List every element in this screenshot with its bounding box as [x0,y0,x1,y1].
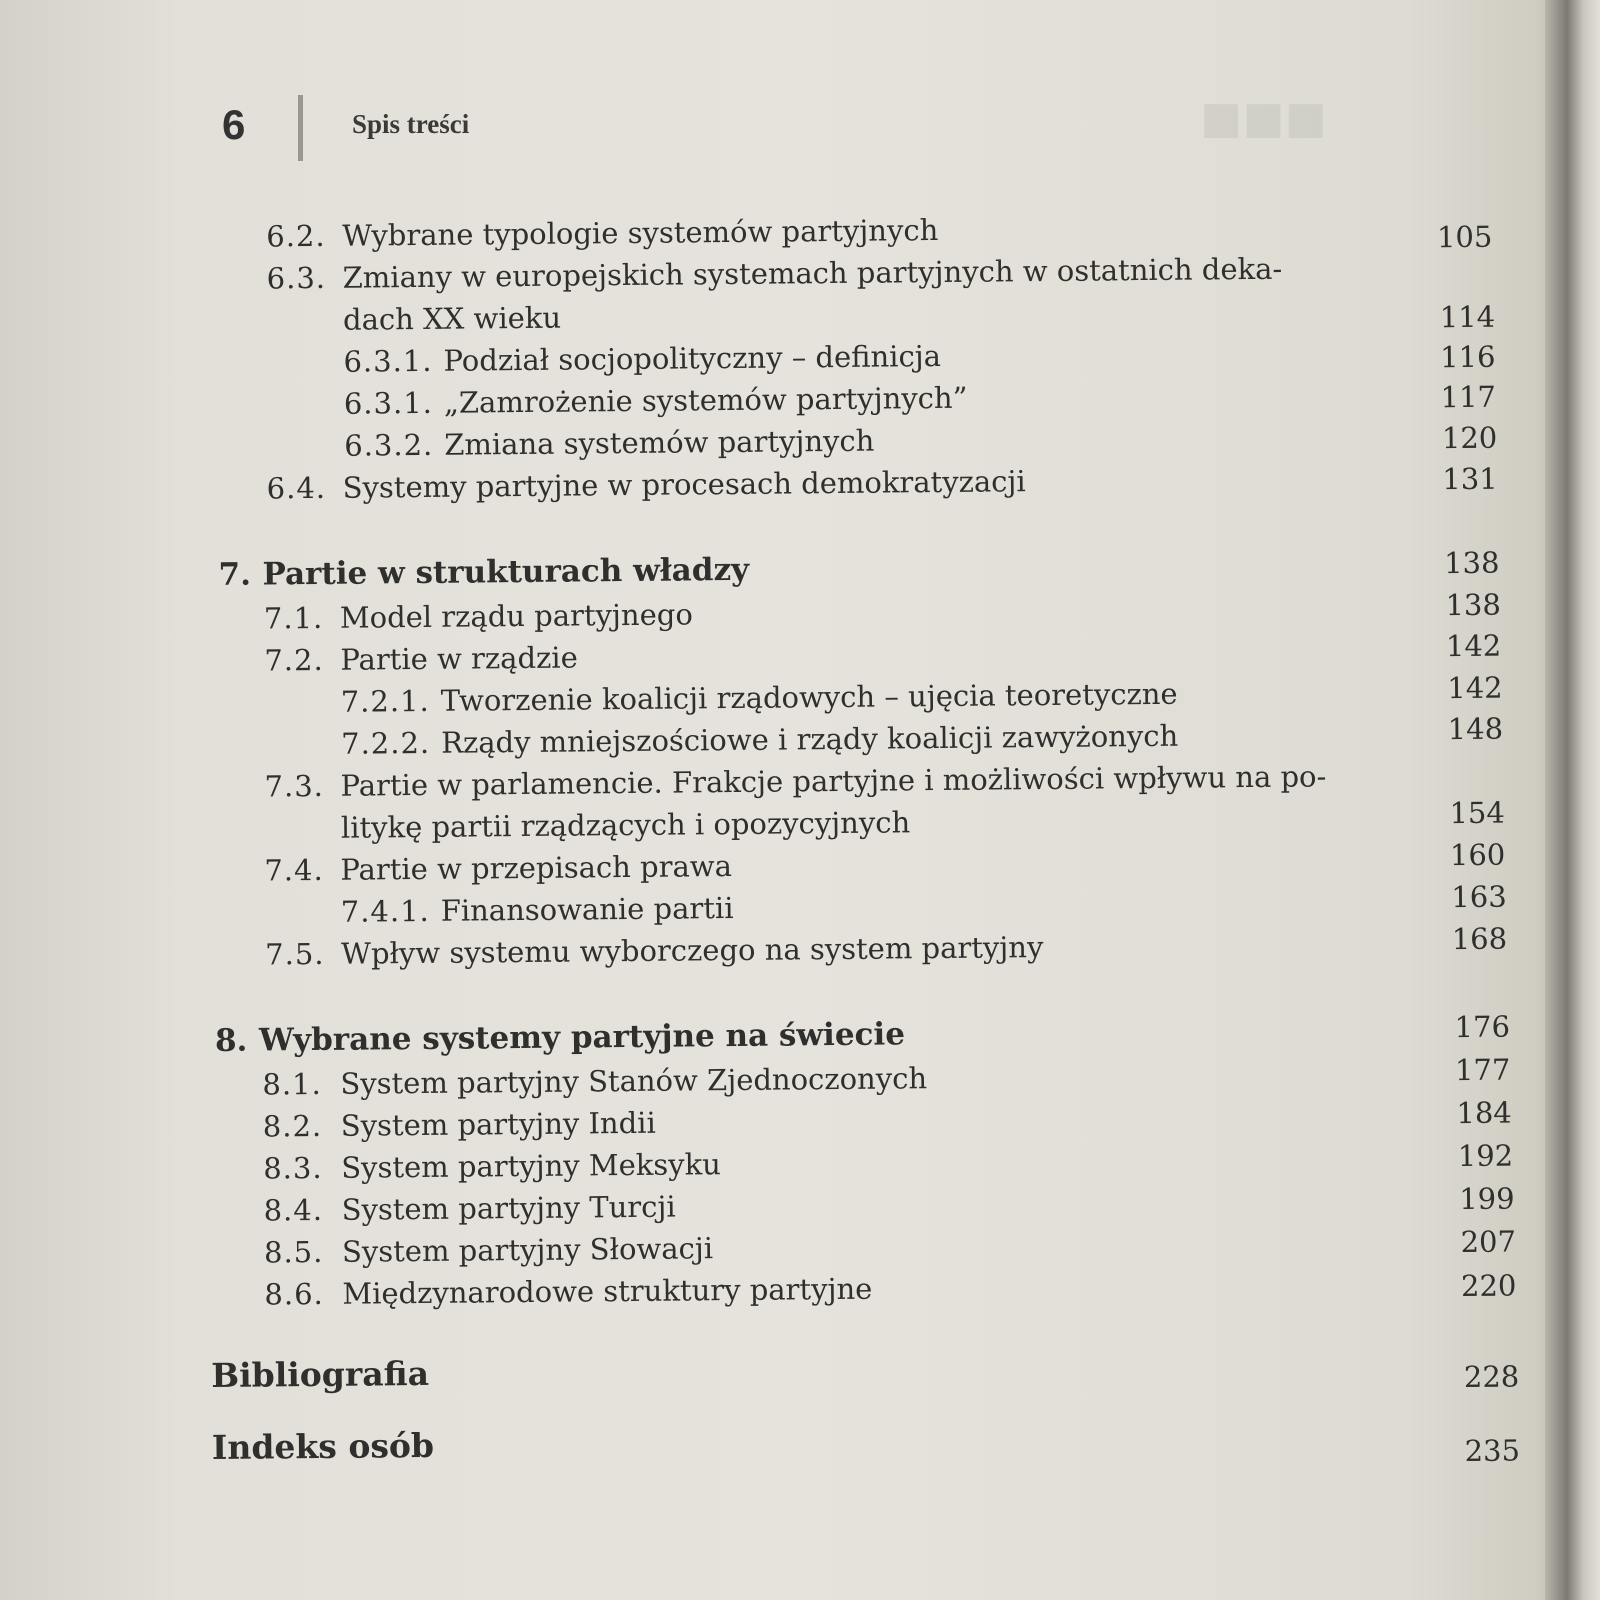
entry-title: System partyjny Meksyku [341,1147,722,1185]
running-title: Spis treści [352,109,470,139]
page-ref: 235 [1464,1433,1521,1469]
entry-number: 8.5. [263,1234,324,1270]
page-ref: 120 [1441,420,1498,456]
entry-number: 6.3.1. [343,385,434,421]
chapter-title: Partie w strukturach władzy [262,551,750,593]
entry-number: 7.3. [264,768,325,804]
page-ref: 207 [1460,1224,1517,1260]
page-ref: 160 [1449,837,1506,873]
entry-title: System partyjny Stanów Zjednoczonych [340,1061,928,1101]
entry-number: 6.4. [266,470,327,506]
page-number: 6 [222,101,246,148]
entry-title: Finansowanie partii [440,891,734,928]
toc-person-index: Indeks osób [211,1425,435,1468]
chapter-number: 8. [214,1022,248,1059]
toc-bibliography: Bibliografia [211,1353,430,1396]
page-ref: 184 [1456,1095,1512,1131]
page-ref: 148 [1447,711,1504,747]
entry-number: 6.3.2. [344,427,434,463]
chapter-number: 7. [218,556,252,593]
page-ref: 131 [1442,461,1498,497]
entry-number: 8.6. [264,1276,324,1312]
entry-number: 7.1. [263,600,324,636]
entry-title: System partyjny Turcji [341,1189,676,1227]
page-ref: 105 [1436,219,1493,255]
entry-number: 8.1. [262,1066,322,1102]
entry-number: 8.4. [263,1192,324,1228]
entry-number: 6.3.1. [343,343,433,379]
entry-title: „Zamrożenie systemów partyjnych” [443,380,968,420]
entry-title: Zmiana systemów partyjnych [444,423,875,462]
entry-title: Systemy partyjne w procesach demokratyzacji [342,464,1026,505]
page-ref: 154 [1449,795,1506,831]
entry-title: Partie w przepisach prawa [340,849,733,887]
page-ref: 228 [1463,1359,1520,1395]
page-ref: 138 [1443,545,1500,581]
page-ref: 176 [1454,1009,1511,1045]
chapter-title: Wybrane systemy partyjne na świecie [258,1016,906,1059]
page-ref: 117 [1440,379,1497,415]
entry-title: Tworzenie koalicji rządowych – ujęcia teoretyczne [440,676,1178,718]
page-ref: 163 [1451,879,1507,915]
entry-number: 7.4. [264,852,324,888]
page-ref: 177 [1454,1052,1511,1088]
page-ref: 116 [1439,339,1496,375]
page-ref: 114 [1439,299,1496,335]
entry-title: Partie w rządzie [340,640,578,677]
page-ref: 138 [1445,587,1502,623]
entry-title: Model rządu partyjnego [339,597,693,635]
entry-title: System partyjny Indii [340,1105,656,1143]
entry-number: 6.2. [266,218,326,254]
entry-title: Wpływ systemu wyborczego na system partyjny [341,930,1044,971]
page-ref: 142 [1447,670,1503,706]
entry-title: Podział socjopolityczny – definicja [443,338,942,378]
entry-number: 8.3. [263,1150,323,1186]
page-ref: 199 [1459,1181,1515,1217]
entry-title: Zmiany w europejskich systemach partyjnych w ostatnich deka- [342,251,1283,295]
entry-number: 7.2.2. [340,725,431,761]
entry-title: System partyjny Słowacji [341,1231,714,1269]
entry-title: Międzynarodowe struktury partyjne [342,1271,873,1311]
entry-number: 6.3. [266,260,327,296]
page-ref: 220 [1460,1268,1517,1304]
entry-number: 7.4.1. [340,893,430,929]
page-ref: 168 [1451,921,1508,957]
page-ref: 192 [1457,1138,1514,1174]
entry-number: 8.2. [262,1108,323,1144]
entry-title: dach XX wieku [342,300,562,337]
entry-title: Wybrane typologie systemów partyjnych [342,213,939,253]
show-through-texture: ■■■ [1200,81,1327,158]
entry-title: litykę partii rządzących i opozycyjnych [340,805,911,845]
entry-number: 7.5. [265,936,325,972]
entry-title: Partie w parlamencie. Frakcje partyjne i możliwości wpływu na po- [340,759,1327,803]
page-ref: 142 [1445,628,1502,664]
entry-number: 7.2.1. [340,683,430,719]
entry-number: 7.2. [264,642,324,678]
entry-title: Rządy mniejszościowe i rządy koalicji zawyżonych [440,718,1179,760]
